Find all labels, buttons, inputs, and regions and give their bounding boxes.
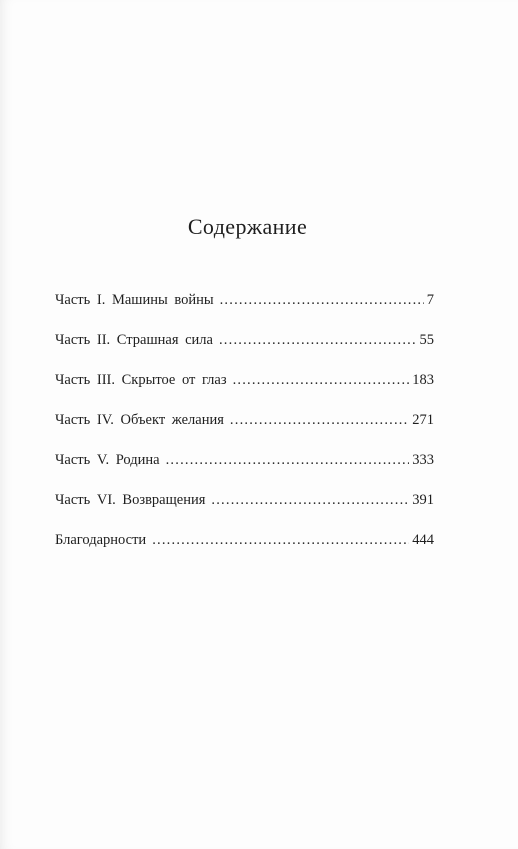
toc-entry-page: 271 (412, 412, 434, 428)
toc-entry-label: Часть I. Машины войны (55, 292, 214, 308)
toc-entry-part-4[interactable] (55, 412, 434, 452)
toc-entry-part-6[interactable] (55, 492, 434, 532)
toc-entry-label: Часть VI. Возвращения (55, 492, 206, 508)
toc-entry-label: Часть V. Родина (55, 452, 160, 468)
toc-entry-label: Часть II. Страшная сила (55, 332, 213, 348)
toc-entry-page: 55 (419, 332, 434, 348)
dot-leader (219, 332, 417, 349)
toc-entry-page: 444 (412, 532, 434, 548)
toc-entry-label: Часть III. Скрытое от глаз (55, 372, 227, 388)
dot-leader (230, 412, 409, 429)
toc-entry-page: 391 (412, 492, 434, 508)
toc-entry-part-2[interactable] (55, 332, 434, 372)
dot-leader (152, 532, 409, 549)
toc-entry-page: 333 (412, 452, 434, 468)
page-title: Содержание (187, 214, 308, 239)
toc-entry-part-1[interactable] (55, 292, 434, 332)
toc-entry-label: Часть IV. Объект желания (55, 412, 224, 428)
dot-leader (166, 452, 410, 469)
table-of-contents (55, 292, 434, 572)
dot-leader (233, 372, 410, 389)
toc-entry-page: 183 (412, 372, 434, 388)
toc-entry-label: Благодарности (55, 532, 147, 548)
dot-leader (220, 292, 424, 309)
toc-entry-part-5[interactable] (55, 452, 434, 492)
toc-entry-acknowledgements[interactable] (55, 532, 434, 572)
toc-entry-page: 7 (426, 292, 434, 308)
dot-leader (211, 492, 409, 509)
toc-entry-part-3[interactable] (55, 372, 434, 412)
